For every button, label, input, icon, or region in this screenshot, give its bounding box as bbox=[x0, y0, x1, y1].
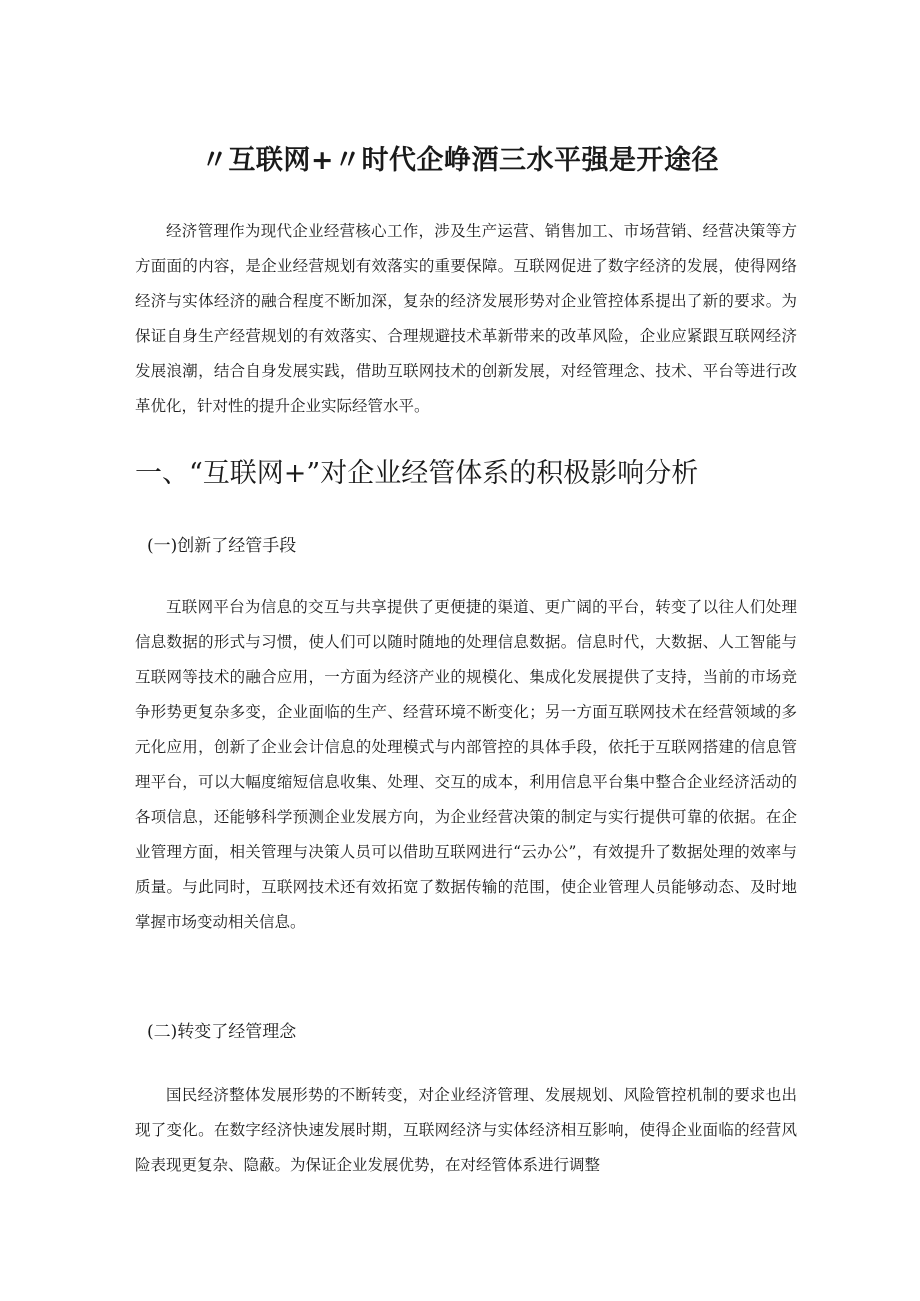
subsection-2-paragraph: 国民经济整体发展形势的不断转变，对企业经济管理、发展规划、风险管控机制的要求也出现了变化。在数字经济快速发展时期，互联网经济与实体经济相互影响，使得企业面临的经营风险表现更复杂、隐蔽。为保证企业发展优势，在对经管体系进行调整 bbox=[135, 1086, 797, 1174]
subsection-heading-2: (二)转变了经管理念 bbox=[147, 1022, 297, 1042]
document-title: 〃互联网+〃时代企峥酒三水平强是开途径 bbox=[200, 145, 720, 176]
intro-paragraph: 经济管理作为现代企业经营核心工作，涉及生产运营、销售加工、市场营销、经营决策等方方面面的内容，是企业经营规划有效落实的重要保障。互联网促进了数字经济的发展，使得网络经济与实体经济的融合程度不断加深，复杂的经济发展形势对企业管控体系提出了新的要求。为保证自身生产经营规划的有效落实、合理规避技术革新带来的改革风险，企业应紧跟互联网经济发展浪潮，结合自身发展实践，借助互联网技术的创新发展，对经管理念、技术、平台等进行改革优化，针对性的提升企业实际经管水平。 bbox=[135, 222, 797, 415]
subsection-1-paragraph: 互联网平台为信息的交互与共享提供了更便捷的渠道、更广阔的平台，转变了以往人们处理信息数据的形式与习惯，使人们可以随时随地的处理信息数据。信息时代，大数据、人工智能与互联网等技术的融合应用，一方面为经济产业的规模化、集成化发展提供了支持，当前的市场竞争形势更复杂多变，企业面临的生产、经营环境不断变化；另一方面互联网技术在经营领域的多元化应用，创新了企业会计信息的处理模式与内部管控的具体手段，依托于互联网搭建的信息管理平台，可以大幅度缩短信息收集、处理、交互的成本，利用信息平台集中整合企业经济活动的各项信息，还能够科学预测企业发展方向，为企业经营决策的制定与实行提供可靠的依据。在企业管理方面，相关管理与决策人员可以借助互联网进行“云办公”，有效提升了数据处理的效率与质量。与此同时，互联网技术还有效拓宽了数据传输的范围，使企业管理人员能够动态、及时地掌握市场变动相关信息。 bbox=[135, 598, 797, 931]
section-heading: 一、“互联网+”对企业经管体系的积极影响分析 bbox=[135, 458, 699, 489]
subsection-heading-1: (一)创新了经管手段 bbox=[147, 536, 297, 556]
